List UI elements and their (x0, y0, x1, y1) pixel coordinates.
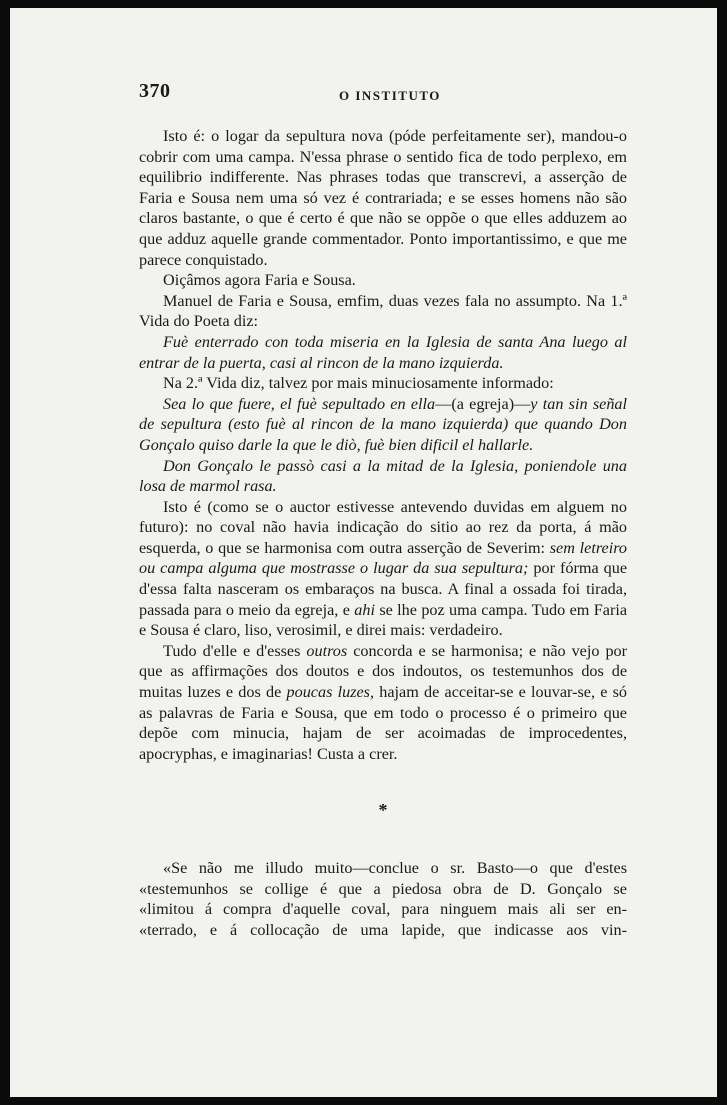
text-run: se lhe poz uma campa. Tudo em Faria e Sousa é claro, liso, verosimil, e direi mais: verdadeiro. (139, 600, 628, 640)
page-number: 370 (139, 80, 171, 102)
italic-run: outros (306, 641, 348, 660)
text-run: concorda e se harmonisa; e não vejo por que as affirmações dos doutos e dos indoutos, os testemunhos dos de muitas luzes e dos de (139, 641, 628, 702)
quote-aside: —(a egreja)— (435, 394, 531, 413)
quote-text: Sea lo que fuere, el fuè sepultado en ella (163, 394, 436, 413)
paragraph: Isto é: o logar da sepultura nova (póde perfeitamente ser), mandou-o cobrir com uma campa. N'essa phrase o sentido fica de todo perplexo, em equilibrio indifferente. Nas phrases todas que transcrevi, a asserção de Faria e Sousa nem uma só vez é contrariada; e se esses homens não são claros bastante, o que é certo é que não se oppõe o que elles adduzem ao que adduz aquelle grande commentador. Ponto importantissimo, e que me parece conquistado. (139, 127, 627, 269)
quote-line: «limitou á compra d'aquelle coval, para ninguem mais ali ser en- (139, 900, 627, 919)
quote-text: y tan sin señal de sepultura (esto fuè al rincon de la mano izquierda) que quando Don Gonçalo quiso darle la que le diò, fuè bien dificil el hallarle. (139, 394, 628, 454)
text-run: Isto é (como se o auctor estivesse antevendo duvidas em alguem no futuro): no coval não havia indicação do sitio ao rez da porta, á mão esquerda, o que se harmonisa com outra asserção de Severim: (139, 497, 627, 557)
block-quote (139, 858, 627, 940)
paragraph (139, 497, 627, 641)
quote-text: Don Gonçalo le passò casi a la mitad de la Iglesia, poniendole una losa de marmol rasa. (139, 456, 627, 496)
paragraph: Oiçâmos agora Faria e Sousa. (163, 271, 356, 290)
paragraph: Manuel de Faria e Sousa, emfim, duas vezes fala no assumpto. Na 1.ª Vida do Poeta diz: (139, 291, 627, 331)
section-separator: * (378, 800, 388, 820)
running-title: O INSTITUTO (339, 88, 441, 103)
spanish-quote-3 (139, 456, 627, 497)
italic-run: sem letreiro ou campa alguma que mostrasse o lugar da sua sepultura; (139, 538, 627, 578)
main-text (139, 126, 627, 764)
italic-run: poucas luzes, (286, 683, 375, 702)
spanish-quote-2 (139, 394, 627, 456)
paragraph (139, 641, 627, 765)
quote-line: «testemunhos se collige é que a piedosa obra de D. Gonçalo se (139, 879, 627, 898)
text-run: hajam de acceitar-se e louvar-se, e só as palavras de Faria e Sousa, que em todo o processo é o primeiro que depõe com minucia, hajam de ser acoimadas de improcedentes, apocryphas, e imaginarias! Custa a crer. (139, 683, 628, 763)
text-run: por fórma que d'essa falta nasceram os embaraços na busca. A final a ossada foi tirada, passada para o meio da egreja, e (139, 559, 627, 619)
italic-run: ahi (354, 600, 375, 619)
text-run: Tudo d'elle e d'esses (163, 641, 301, 660)
quote-text: Fuè enterrado con toda miseria en la Iglesia de santa Ana luego al entrar de la puerta, casi al rincon de la mano izquierda. (139, 332, 627, 372)
spanish-quote-1 (139, 332, 627, 373)
quote-line: «terrado, e á collocação de uma lapide, que indicasse aos vin- (139, 920, 627, 939)
page-header (139, 80, 629, 110)
quote-line: «Se não me illudo muito—conclue o sr. Basto—o que d'estes (163, 859, 627, 877)
paragraph: Na 2.ª Vida diz, talvez por mais minuciosamente informado: (163, 374, 554, 393)
